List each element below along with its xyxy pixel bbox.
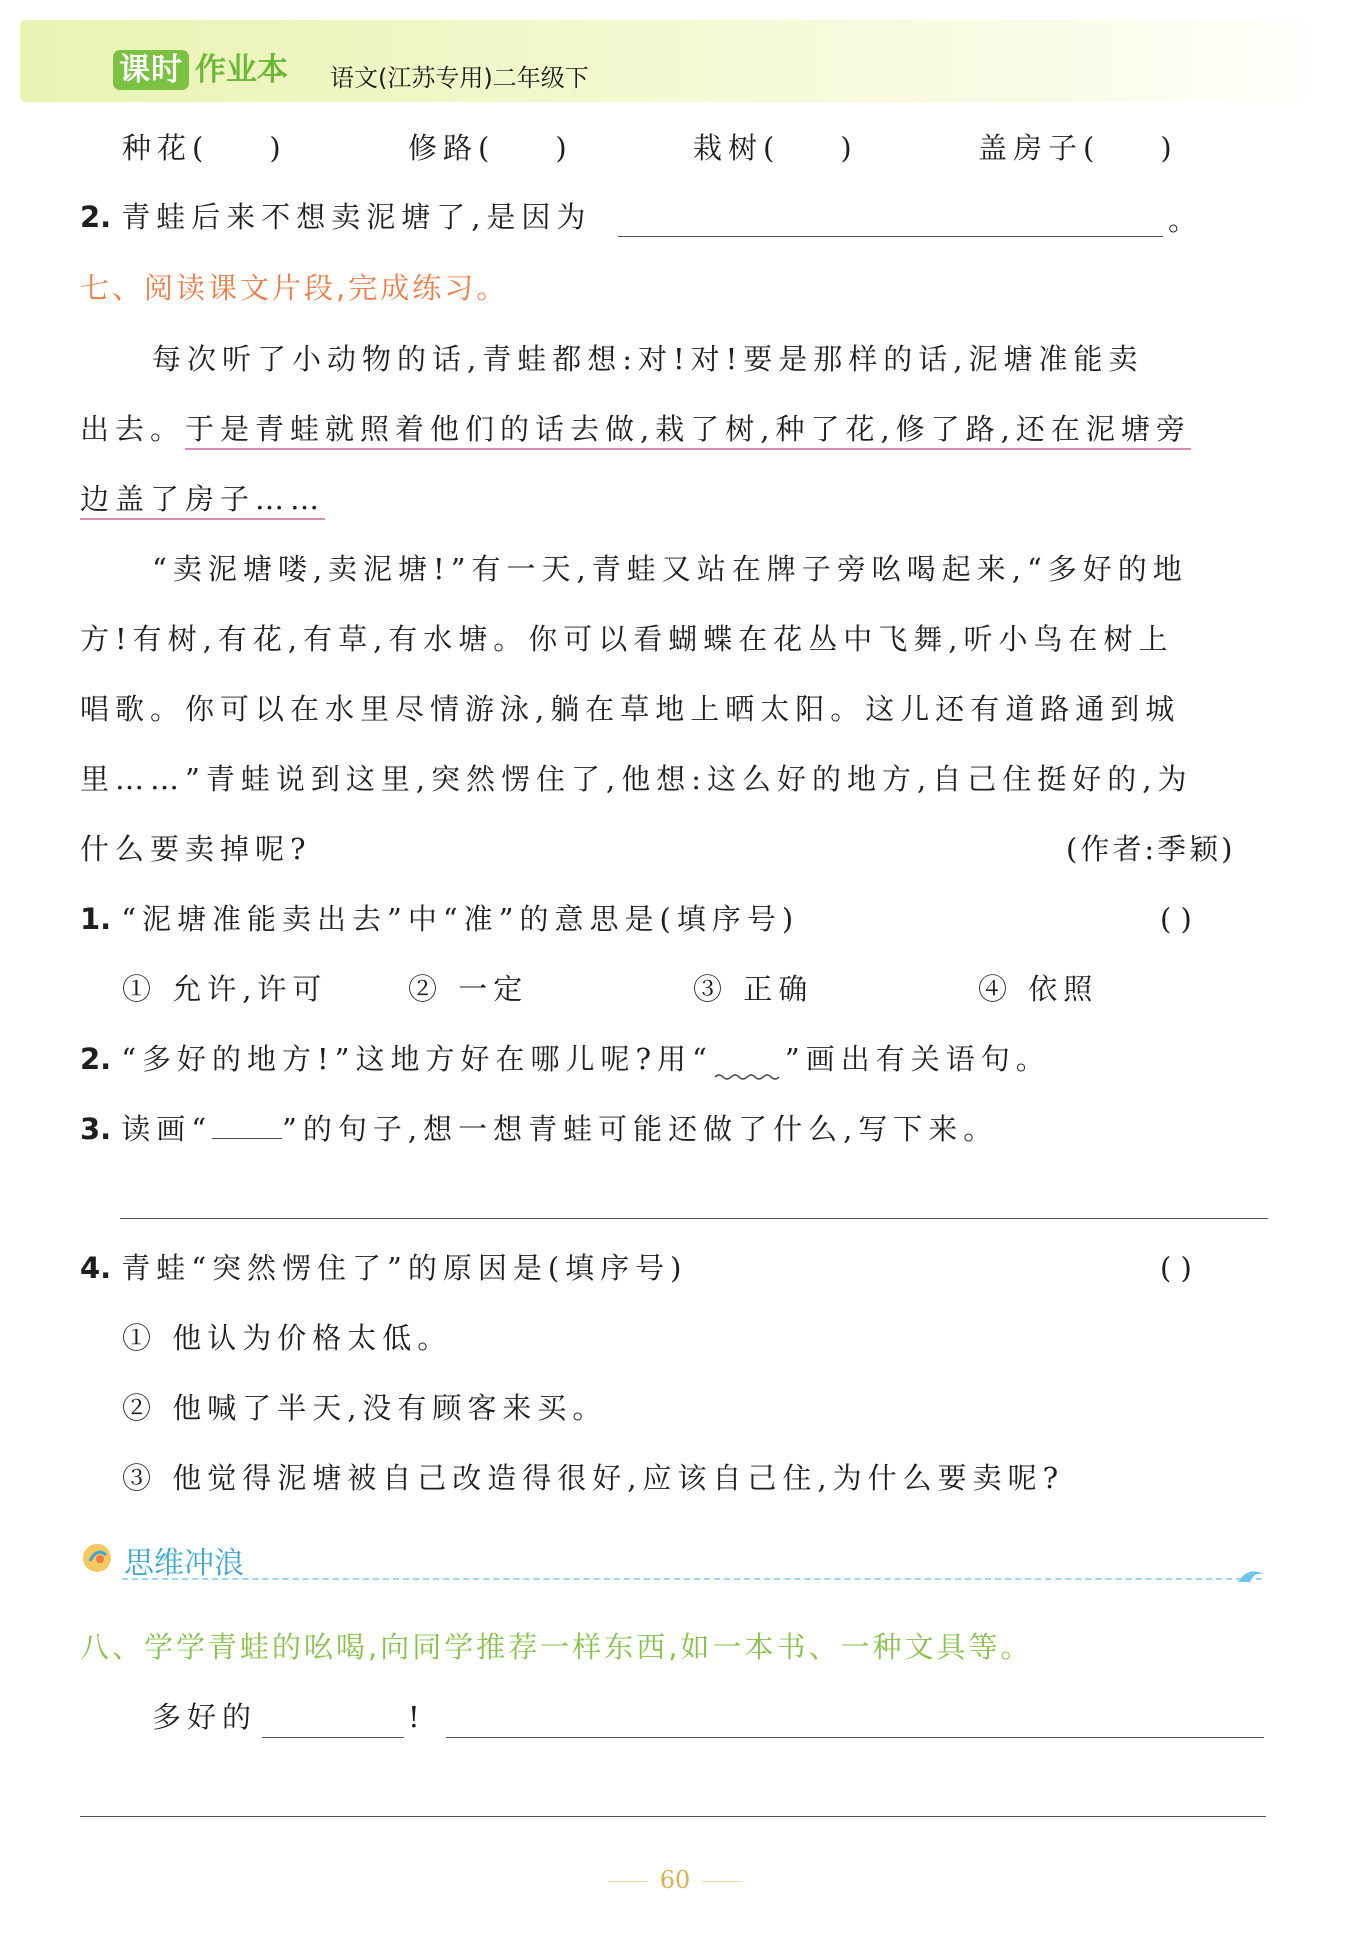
thinking-section-header (80, 1538, 244, 1582)
question-3: 3. 读画“ ”的句子,想一想青蛙可能还做了什么,写下来。 (80, 1112, 999, 1146)
passage-line: 出去。于是青蛙就照着他们的话去做,栽了树,种了花,修了路,还在泥塘旁 (80, 409, 1191, 449)
question-1: 1. “泥塘准能卖出去”中“准”的意思是(填序号) (80, 902, 800, 936)
underlined-sentence: 于是青蛙就照着他们的话去做,栽了树,种了花,修了路,还在泥塘旁 (185, 412, 1191, 450)
passage-line: 什么要卖掉呢? (80, 832, 312, 866)
author-credit: (作者:季颖) (1066, 832, 1236, 866)
wave-icon (1236, 1562, 1268, 1590)
answer-line[interactable] (262, 1737, 404, 1738)
answer-line[interactable] (80, 1816, 1266, 1817)
wavy-line-mark (713, 1051, 785, 1071)
q6-item-2: 修路( ) (408, 131, 573, 165)
passage-line: 方!有树,有花,有草,有水塘。你可以看蝴蝶在花丛中飞舞,听小鸟在树上 (80, 622, 1174, 656)
section-7-title: 七、阅读课文片段,完成练习。 (80, 271, 509, 305)
option: ① 允许,许可 (122, 972, 328, 1006)
prompt-text: 多好的 (152, 1700, 258, 1734)
answer-line[interactable] (120, 1218, 1268, 1219)
passage-line: 里……”青蛙说到这里,突然愣住了,他想:这么好的地方,自己住挺好的,为 (80, 762, 1193, 796)
answer-bracket[interactable]: ( ) (1160, 1251, 1192, 1285)
underlined-sentence: 边盖了房子…… (80, 482, 325, 520)
passage-line: 唱歌。你可以在水里尽情游泳,躺在草地上晒太阳。这儿还有道路通到城 (80, 692, 1181, 726)
q6-item-4: 盖房子( ) (978, 131, 1178, 165)
q6-question-2: 2. 青蛙后来不想卖泥塘了,是因为 (80, 200, 592, 234)
section-8-title: 八、学学青蛙的吆喝,向同学推荐一样东西,如一本书、一种文具等。 (80, 1630, 1033, 1664)
page-number: 60 (0, 1866, 1350, 1894)
straight-line-mark (212, 1114, 282, 1139)
q6-item-3: 栽树( ) (693, 131, 858, 165)
swirl-icon (80, 1541, 114, 1579)
thinking-label: 思维冲浪 (124, 1546, 244, 1581)
logo-badge: 课时 (113, 50, 189, 90)
option: ③ 正确 (693, 972, 814, 1006)
option: ③ 他觉得泥塘被自己改造得很好,应该自己住,为什么要卖呢? (122, 1461, 1065, 1495)
passage-line: 每次听了小动物的话,青蛙都想:对!对!要是那样的话,泥塘准能卖 (152, 342, 1144, 376)
exclamation: ! (408, 1700, 426, 1734)
q6-question-2-end: 。 (1168, 203, 1204, 237)
passage-line: “卖泥塘喽,卖泥塘!”有一天,青蛙又站在牌子旁吆喝起来,“多好的地 (152, 552, 1188, 586)
section-divider (122, 1578, 1262, 1580)
answer-line[interactable] (618, 236, 1163, 237)
logo-text: 作业本 (195, 52, 288, 88)
option: ① 他认为价格太低。 (122, 1321, 453, 1355)
option: ② 一定 (408, 972, 529, 1006)
subject-title: 语文(江苏专用)二年级下 (330, 64, 589, 92)
option: ② 他喊了半天,没有顾客来买。 (122, 1391, 608, 1425)
option: ④ 依照 (978, 972, 1099, 1006)
q6-item-1: 种花( ) (122, 131, 287, 165)
answer-line[interactable] (446, 1737, 1264, 1738)
question-2: 2. “多好的地方!”这地方好在哪儿呢?用“ ”画出有关语句。 (80, 1039, 1051, 1079)
passage-line (80, 479, 325, 519)
logo (113, 50, 288, 90)
answer-bracket[interactable]: ( ) (1160, 902, 1192, 936)
question-4: 4. 青蛙“突然愣住了”的原因是(填序号) (80, 1251, 688, 1285)
